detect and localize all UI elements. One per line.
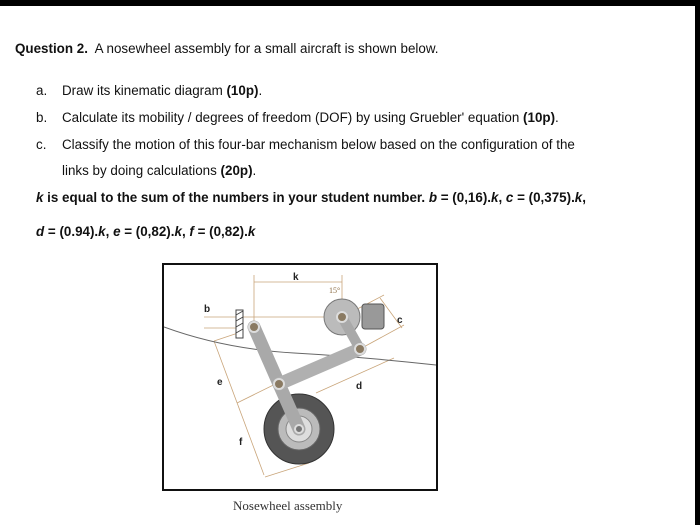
question-heading [15, 41, 438, 56]
mechanism-drawing [164, 265, 436, 489]
label-k: k [293, 272, 299, 283]
item-label: b. [36, 110, 48, 125]
text: is equal to the sum of the numbers in your student number. [43, 190, 429, 205]
item-text: Draw its kinematic diagram [62, 83, 227, 98]
given-line-2 [36, 224, 255, 239]
var: b [428, 190, 438, 205]
item-points: (20p) [220, 163, 253, 178]
item-c-continued [62, 163, 256, 178]
var: f [189, 224, 194, 239]
val: = (0,16). [437, 190, 492, 205]
item-b [36, 110, 559, 125]
label-b: b [204, 304, 211, 315]
var: k [574, 190, 583, 205]
val: = (0,82). [193, 224, 248, 239]
question-intro: A nosewheel assembly for a small aircraft is shown below. [94, 41, 439, 56]
motor-cylinder [362, 304, 384, 329]
frame-border-top [0, 0, 700, 6]
item-text: Calculate its mobility / degrees of freedom (DOF) by using Gruebler' equation [62, 110, 524, 125]
item-label: a. [36, 83, 48, 98]
item-points: (10p) [226, 83, 259, 98]
item-label: c. [36, 137, 47, 152]
label-angle: 15° [329, 286, 341, 295]
label-e: e [217, 377, 223, 388]
val: = (0,82). [120, 224, 175, 239]
var: c [505, 190, 514, 205]
nosewheel-figure [162, 263, 438, 491]
item-end: . [252, 163, 257, 178]
sep: , [498, 190, 506, 205]
item-points: (10p) [523, 110, 556, 125]
figure-caption: Nosewheel assembly [233, 498, 343, 513]
item-end: . [555, 110, 559, 125]
fuselage-line [164, 327, 436, 365]
given-line-1: k is equal to the sum of the numbers in your student number. b = (0,16).k, c = (0,375).k, [36, 190, 586, 205]
sep: , [105, 224, 114, 239]
var: k [98, 224, 106, 239]
sep: , [181, 224, 190, 239]
var: k [174, 224, 182, 239]
item-text: links by doing calculations [62, 163, 221, 178]
question-number: Question 2. [15, 41, 88, 56]
var: k [36, 190, 44, 205]
item-text: Classify the motion of this four-bar mechanism below based on the configuration of the [62, 137, 575, 152]
label-c: c [397, 315, 403, 326]
item-a [36, 83, 262, 98]
item-c [36, 137, 575, 152]
var: k [247, 224, 256, 239]
val: = (0.94). [44, 224, 99, 239]
item-end: . [258, 83, 263, 98]
label-d: d [356, 381, 363, 392]
var: k [491, 190, 499, 205]
var: d [36, 224, 45, 239]
var: e [113, 224, 121, 239]
frame-border-right [695, 0, 700, 525]
label-f: f [239, 437, 243, 448]
val: = (0,375). [513, 190, 575, 205]
